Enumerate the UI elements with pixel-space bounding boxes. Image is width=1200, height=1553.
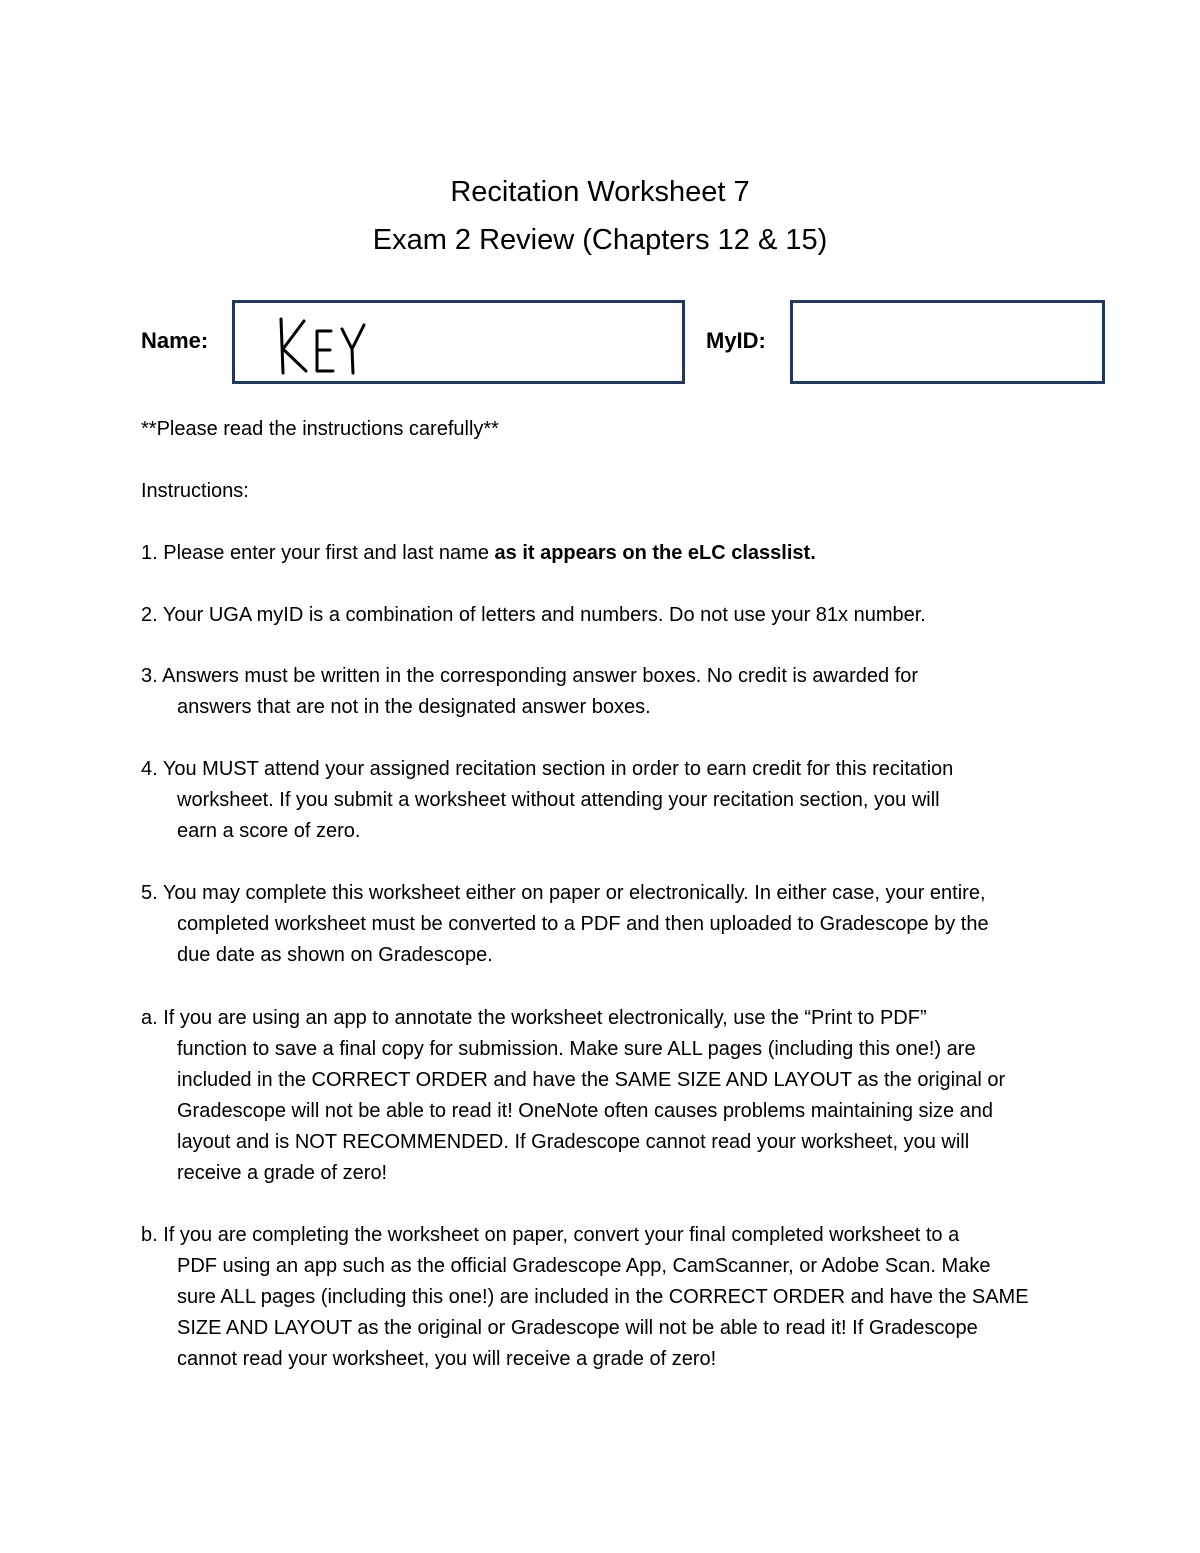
instruction-b-line: sure ALL pages (including this one!) are included in the CORRECT ORDER and have the SAME: [177, 1286, 1029, 1308]
page-subtitle: Exam 2 Review (Chapters 12 & 15): [372, 224, 828, 256]
name-label: Name:: [141, 328, 209, 353]
instruction-3: 3. Answers must be written in the corresponding answer boxes. No credit is awarded for: [141, 665, 919, 687]
instruction-b-line: PDF using an app such as the official Gradescope App, CamScanner, or Adobe Scan. Make: [177, 1255, 991, 1277]
instruction-b-line: SIZE AND LAYOUT as the original or Gradescope will not be able to read it! If Gradescope: [177, 1317, 978, 1339]
instruction-a: a. If you are using an app to annotate the worksheet electronically, use the “Print to PDF”: [141, 1007, 927, 1029]
instruction-5-line: completed worksheet must be converted to a PDF and then uploaded to Gradescope by the: [177, 913, 989, 935]
instruction-1-text: 1. Please enter your first and last name: [141, 542, 495, 564]
instruction-b-line: cannot read your worksheet, you will receive a grade of zero!: [177, 1348, 717, 1370]
instruction-a-line: layout and is NOT RECOMMENDED. If Gradescope cannot read your worksheet, you will: [177, 1131, 970, 1153]
instruction-2: 2. Your UGA myID is a combination of letters and numbers. Do not use your 81x number.: [141, 604, 926, 626]
instruction-a-line: function to save a final copy for submission. Make sure ALL pages (including this one!) are: [177, 1038, 976, 1060]
instruction-4-line: worksheet. If you submit a worksheet without attending your recitation section, you will: [177, 789, 940, 811]
instruction-4-line: earn a score of zero.: [177, 820, 361, 842]
myid-field[interactable]: [790, 300, 1105, 384]
instruction-b: b. If you are completing the worksheet on paper, convert your final completed worksheet to a: [141, 1224, 960, 1246]
instruction-5: 5. You may complete this worksheet either on paper or electronically. In either case, your entire,: [141, 882, 986, 904]
instruction-a-line: included in the CORRECT ORDER and have the SAME SIZE AND LAYOUT as the original or: [177, 1069, 1006, 1091]
handwritten-name: [273, 313, 373, 377]
notice-text: **Please read the instructions carefully**: [141, 418, 499, 440]
page-title: Recitation Worksheet 7: [450, 176, 750, 208]
instruction-a-line: Gradescope will not be able to read it! OneNote often causes problems maintaining size and: [177, 1100, 994, 1122]
instruction-5-line: due date as shown on Gradescope.: [177, 944, 493, 966]
instruction-a-line: receive a grade of zero!: [177, 1162, 388, 1184]
myid-label: MyID:: [706, 328, 766, 353]
instruction-4: 4. You MUST attend your assigned recitation section in order to earn credit for this recitation: [141, 758, 954, 780]
instructions-heading: Instructions:: [141, 480, 249, 502]
instruction-1-bold: as it appears on the eLC classlist.: [494, 542, 816, 564]
instruction-1: [141, 538, 816, 569]
instruction-3-line: answers that are not in the designated answer boxes.: [177, 696, 651, 718]
